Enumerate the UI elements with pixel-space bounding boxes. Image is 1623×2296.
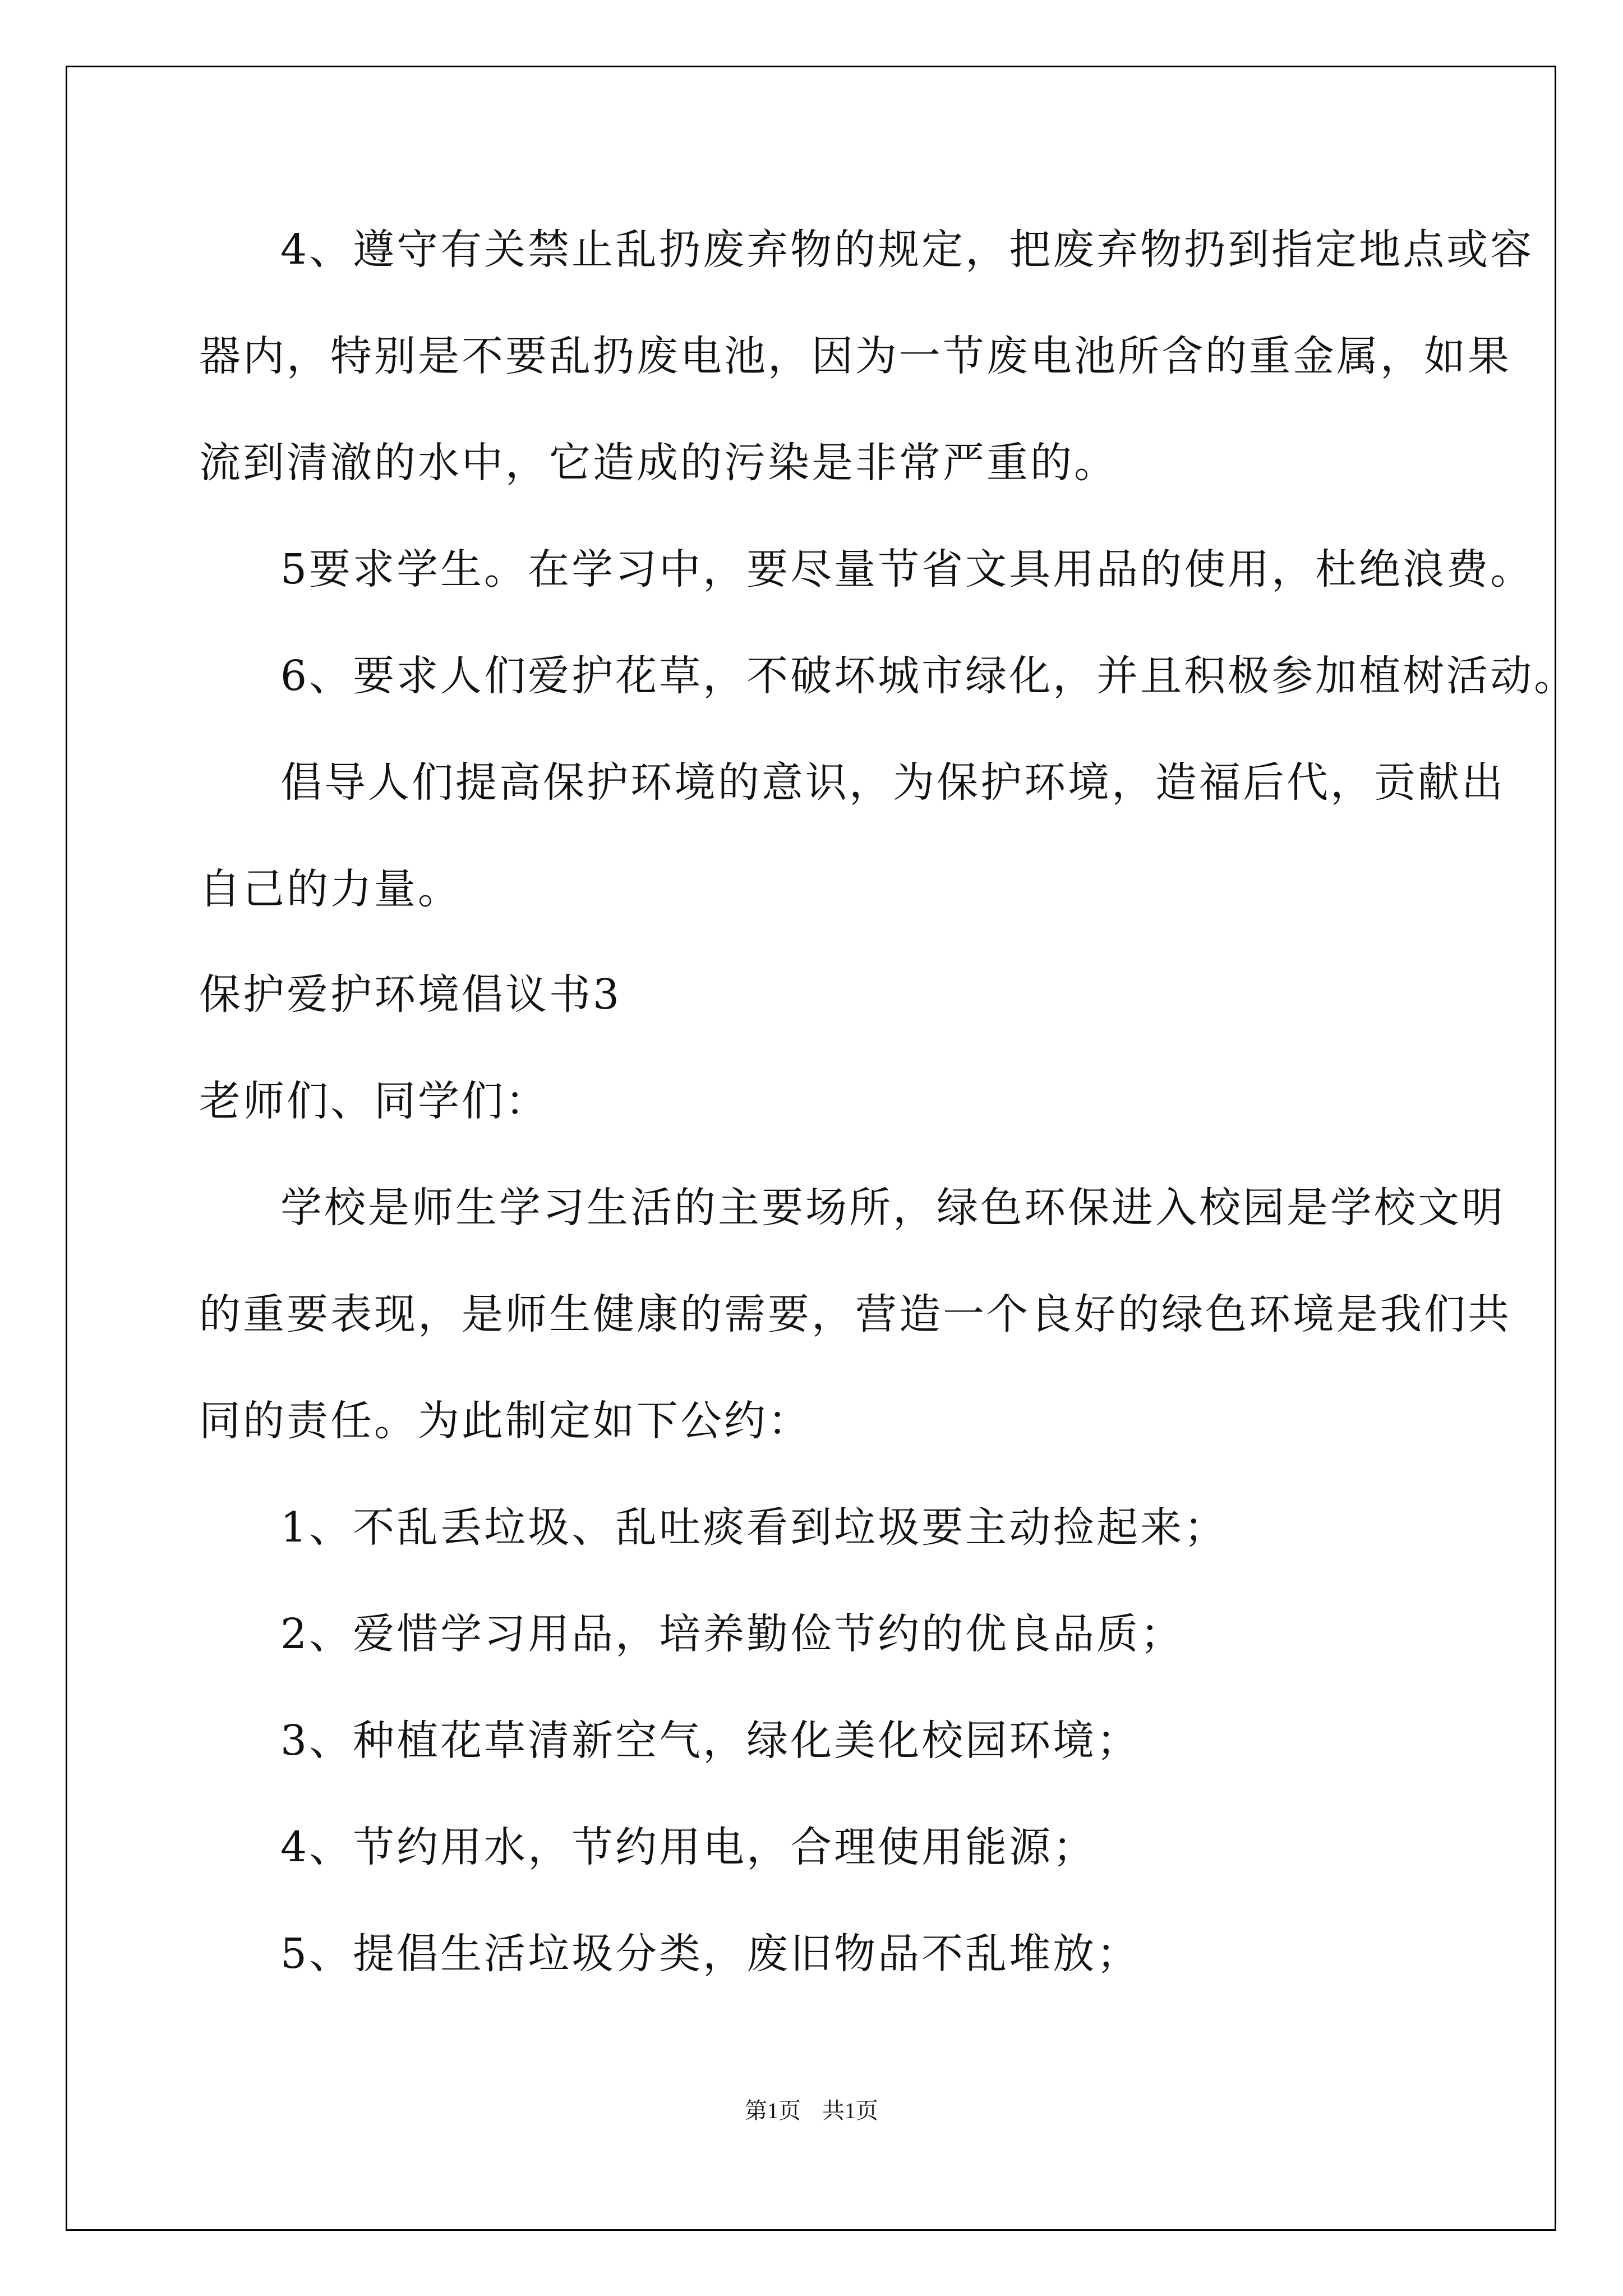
page-border — [66, 66, 1556, 2231]
paragraph-line: 的重要表现，是师生健康的需要，营造一个良好的绿色环境是我们共 — [199, 1290, 1511, 1338]
list-item: 1、不乱丢垃圾、乱吐痰看到垃圾要主动捡起来； — [280, 1503, 1228, 1552]
paragraph-line: 4、遵守有关禁止乱扔废弃物的规定，把废弃物扔到指定地点或容 — [280, 226, 1534, 274]
page-total: 共1页 — [822, 2098, 878, 2123]
list-item: 4、节约用水，节约用电，合理使用能源； — [280, 1823, 1097, 1871]
paragraph-line: 流到清澈的水中，它造成的污染是非常严重的。 — [199, 439, 1118, 487]
list-item: 2、爱惜学习用品，培养勤俭节约的优良品质； — [280, 1610, 1184, 1658]
paragraph-line: 同的责任。为此制定如下公约： — [199, 1397, 811, 1445]
paragraph-line: 学校是师生学习生活的主要场所，绿色环保进入校园是学校文明 — [280, 1184, 1505, 1232]
salutation: 老师们、同学们： — [199, 1077, 549, 1125]
section-heading: 保护爱护环境倡议书3 — [199, 970, 622, 1019]
paragraph-line: 倡导人们提高保护环境的意识，为保护环境，造福后代，贡献出 — [280, 758, 1505, 807]
page-number: 第1页 — [745, 2098, 801, 2123]
paragraph-line: 6、要求人们爱护花草，不破坏城市绿化，并且积极参加植树活动。 — [280, 652, 1578, 700]
paragraph-line: 器内，特别是不要乱扔废电池，因为一节废电池所含的重金属，如果 — [199, 332, 1511, 380]
paragraph-line: 自己的力量。 — [199, 865, 462, 913]
list-item: 5、提倡生活垃圾分类，废旧物品不乱堆放； — [280, 1930, 1141, 1978]
paragraph-line: 5要求学生。在学习中，要尽量节省文具用品的使用，杜绝浪费。 — [280, 545, 1534, 593]
page-footer — [0, 2097, 1623, 2125]
list-item: 3、种植花草清新空气，绿化美化校园环境； — [280, 1717, 1141, 1765]
